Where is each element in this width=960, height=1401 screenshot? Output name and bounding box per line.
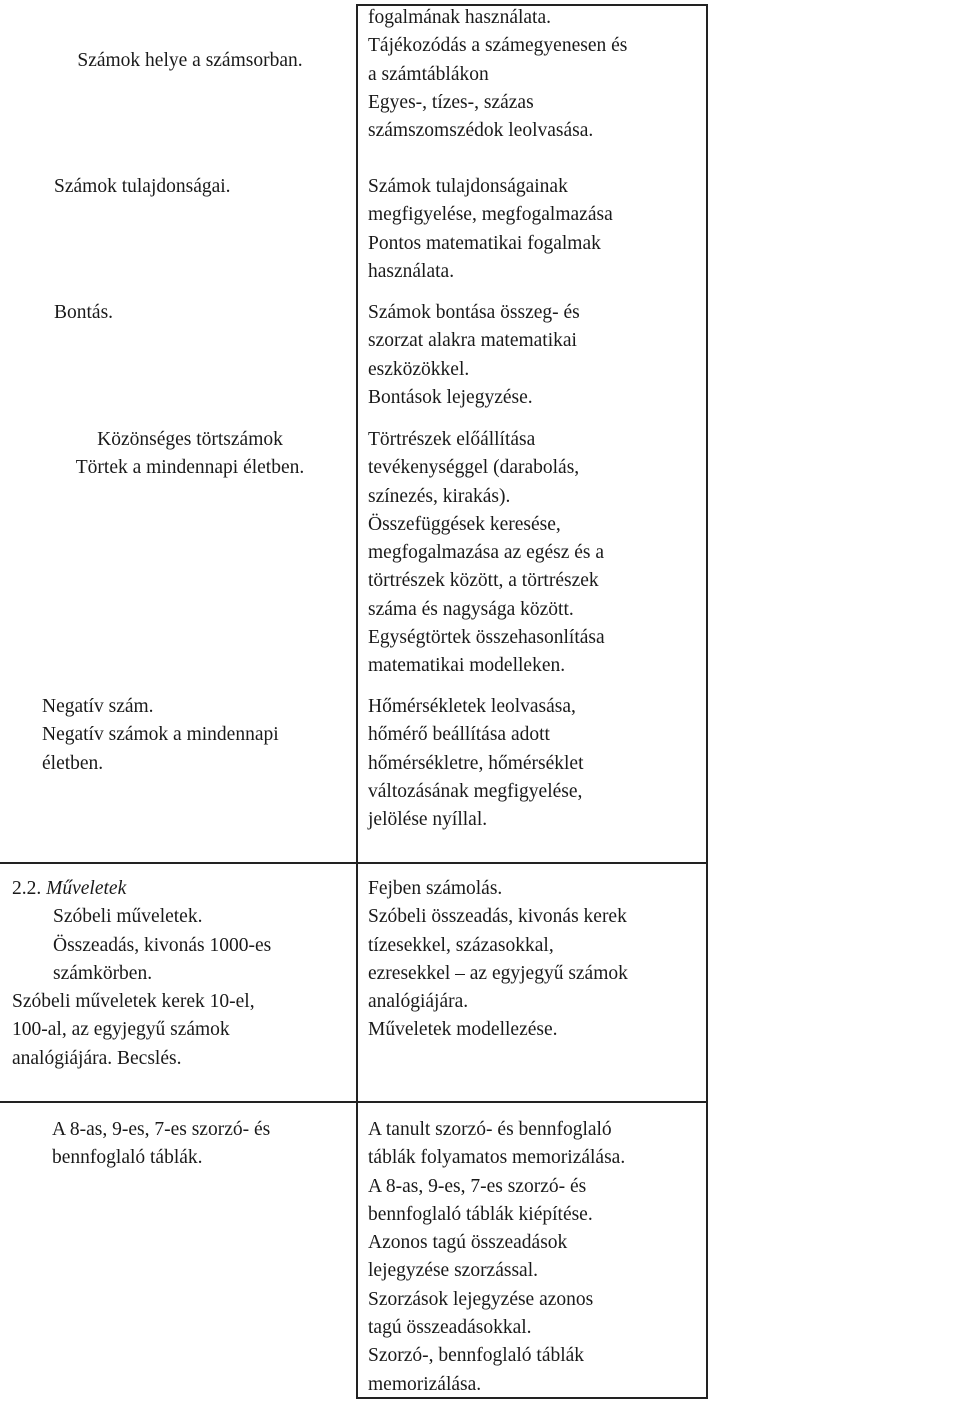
activity-text: Szóbeli összeadás, kivonás kerek — [368, 906, 627, 928]
topic-text: 100-al, az egyjegyű számok — [12, 1019, 230, 1041]
topic-cell — [52, 1116, 356, 1173]
activity-text: jelölése nyíllal. — [368, 809, 488, 831]
activity-text: színezés, kirakás). — [368, 485, 511, 507]
activity-text: törtrészek között, a törtrészek — [368, 570, 599, 592]
topic-text: Szóbeli műveletek. — [53, 906, 203, 928]
activity-text: megfogalmazása az egész és a — [368, 542, 605, 564]
topic-text: Összeadás, kivonás 1000-es — [53, 934, 272, 956]
activity-text: Hőmérsékletek leolvasása, — [368, 696, 576, 717]
activity-text: tízesekkel, százasokkal, — [368, 934, 554, 956]
activity-text: Egyes-, tízes-, százas — [368, 91, 534, 113]
activity-text: Számok tulajdonságainak — [368, 176, 568, 197]
activity-text: Tájékozódás a számegyenesen és — [368, 35, 628, 57]
activity-text: hőmérő beállítása adott — [368, 724, 550, 746]
activity-text: Szorzások lejegyzése azonos — [368, 1288, 594, 1310]
row-divider — [0, 862, 707, 864]
topic-text: Számok helye a számsorban. — [77, 50, 303, 71]
activity-text: memorizálása. — [368, 1373, 482, 1395]
topic-cell — [54, 173, 354, 201]
column-divider — [356, 1102, 358, 1399]
row-divider — [0, 1101, 707, 1103]
activity-text: eszközökkel. — [368, 358, 470, 380]
activity-text: szorzat alakra matematikai — [368, 330, 577, 352]
activity-cell — [368, 693, 704, 834]
activity-text: száma és nagysága között. — [368, 598, 574, 620]
topic-text: Negatív szám. — [42, 696, 154, 717]
topic-text: Bontás. — [54, 302, 114, 323]
topic-text: életben. — [42, 752, 104, 774]
activity-text: matematikai modelleken. — [368, 655, 566, 677]
activity-text: használata. — [368, 260, 455, 282]
activity-text: Törtrészek előállítása — [368, 429, 536, 450]
activity-text: Bontások lejegyzése. — [368, 386, 533, 408]
column-divider — [706, 4, 708, 1399]
topic-text: Számok tulajdonságai. — [54, 176, 231, 197]
activity-cell — [368, 299, 704, 412]
topic-cell — [42, 693, 356, 778]
section-heading — [12, 875, 354, 903]
topic-cell — [24, 47, 356, 75]
activity-text: lejegyzése szorzással. — [368, 1260, 538, 1282]
activity-text: A tanult szorzó- és bennfoglaló — [368, 1119, 612, 1140]
activity-cell — [368, 4, 704, 145]
topic-text: Negatív számok a mindennapi — [42, 724, 279, 746]
topic-text: Közönséges törtszámok — [97, 429, 283, 450]
activity-text: Egységtörtek összehasonlítása — [368, 627, 605, 649]
activity-text: Azonos tagú összeadások — [368, 1232, 568, 1254]
activity-cell — [368, 426, 704, 681]
activity-text: Műveletek modellezése. — [368, 1019, 558, 1041]
column-divider — [356, 4, 358, 862]
topic-text: A 8-as, 9-es, 7-es szorzó- és — [52, 1119, 271, 1140]
activity-cell — [368, 173, 704, 286]
topic-text: analógiájára. Becslés. — [12, 1047, 182, 1069]
activity-text: számszomszédok leolvasása. — [368, 120, 594, 142]
section-title: Műveletek — [46, 878, 127, 899]
activity-text: fogalmának használata. — [368, 7, 551, 28]
activity-text: bennfoglaló táblák kiépítése. — [368, 1203, 593, 1225]
topic-text: Törtek a mindennapi életben. — [75, 457, 305, 479]
activity-text: Pontos matematikai fogalmak — [368, 232, 601, 254]
activity-text: Fejben számolás. — [368, 878, 503, 899]
activity-text: táblák folyamatos memorizálása. — [368, 1147, 626, 1169]
activity-text: Összefüggések keresése, — [368, 513, 561, 535]
activity-text: változásának megfigyelése, — [368, 780, 583, 802]
activity-text: megfigyelése, megfogalmazása — [368, 204, 613, 226]
activity-cell — [368, 875, 704, 1045]
activity-text: ezresekkel – az egyjegyű számok — [368, 962, 628, 984]
topic-cell — [24, 426, 356, 483]
activity-text: Szorzó-, bennfoglaló táblák — [368, 1345, 585, 1367]
activity-text: hőmérsékletre, hőmérséklet — [368, 752, 584, 774]
activity-text: tevékenységgel (darabolás, — [368, 457, 580, 479]
column-divider — [356, 863, 358, 1101]
activity-text: a számtáblákon — [368, 63, 489, 85]
activity-text: tagú összeadásokkal. — [368, 1317, 532, 1339]
topic-text: számkörben. — [53, 962, 153, 984]
activity-cell — [368, 1116, 704, 1399]
topic-cell — [54, 299, 354, 327]
activity-text: Számok bontása összeg- és — [368, 302, 580, 323]
topic-text: bennfoglaló táblák. — [52, 1147, 203, 1169]
activity-text: A 8-as, 9-es, 7-es szorzó- és — [368, 1175, 587, 1197]
activity-text: analógiájára. — [368, 991, 469, 1013]
topic-cell — [12, 875, 354, 1073]
topic-text: Szóbeli műveletek kerek 10-el, — [12, 991, 255, 1013]
section-number: 2.2. — [12, 878, 42, 899]
